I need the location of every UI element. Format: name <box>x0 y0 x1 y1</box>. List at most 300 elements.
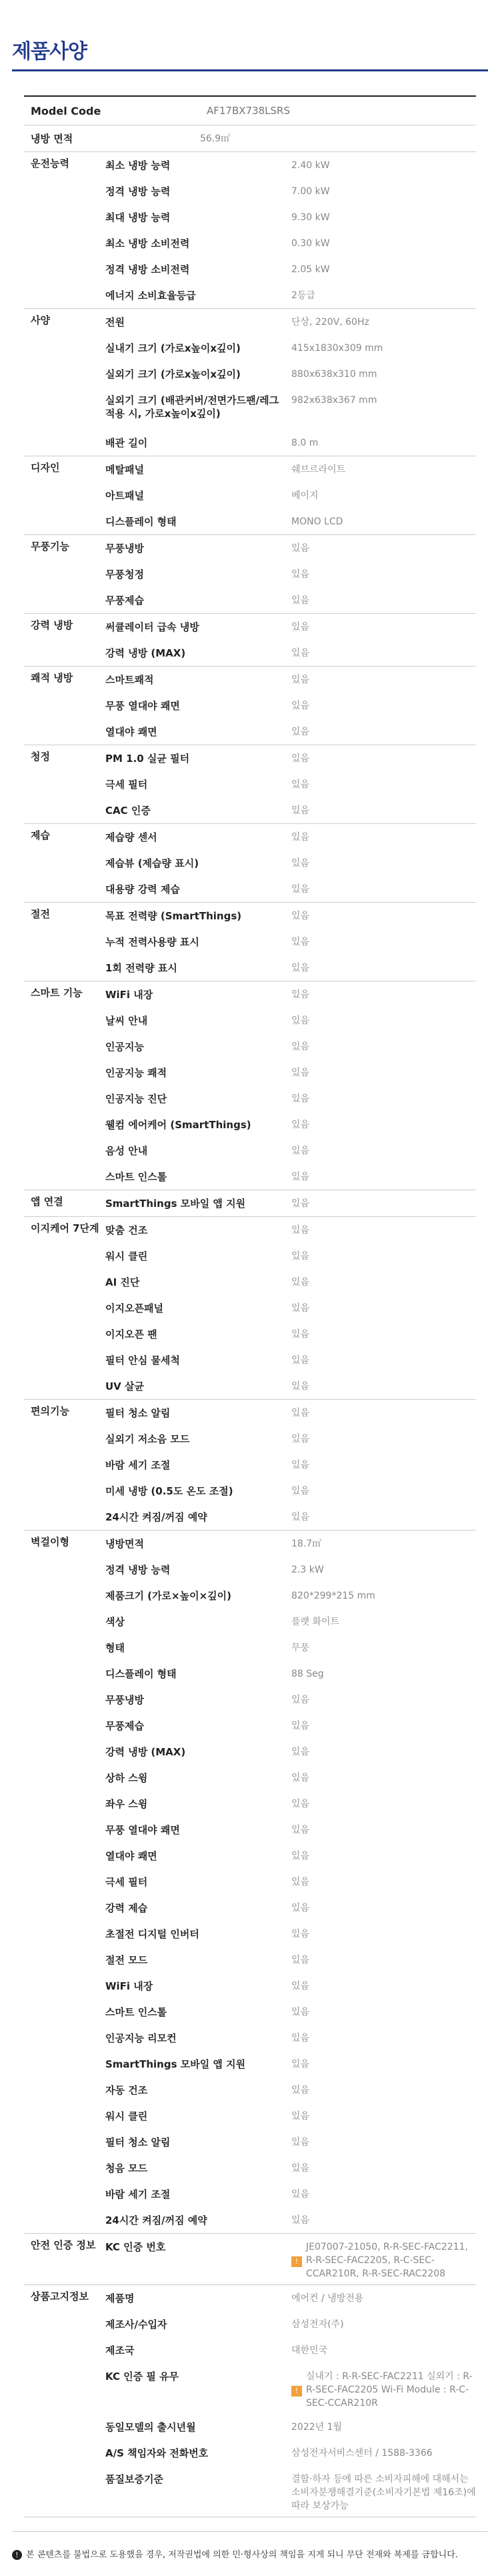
spec-row <box>105 1557 476 1583</box>
section-category: 안전 인증 정보 <box>31 2239 96 2251</box>
spec-label: 바람 세기 조절 <box>105 1458 171 1471</box>
spec-row <box>105 1661 476 1687</box>
spec-row <box>105 2285 476 2311</box>
spec-label: 동일모델의 출시년월 <box>105 2421 196 2433</box>
spec-label: UV 살균 <box>105 1380 144 1392</box>
spec-row <box>105 614 476 640</box>
spec-label: 자동 건조 <box>105 2084 148 2096</box>
spec-label: 제조국 <box>105 2344 135 2356</box>
spec-row <box>105 1426 476 1452</box>
spec-value: 있음 <box>291 1119 310 1130</box>
spec-value: 있음 <box>291 2006 310 2018</box>
spec-value: 있음 <box>291 1459 310 1470</box>
spec-row <box>105 1869 476 1895</box>
spec-row <box>105 1059 476 1086</box>
spec-value: 2022년 1월 <box>291 2421 343 2433</box>
spec-label: 절전 모드 <box>105 1954 148 1966</box>
spec-label: 전원 <box>105 316 125 328</box>
spec-row <box>105 535 476 561</box>
spec-row <box>105 929 476 955</box>
spec-label: 초절전 디지털 인버터 <box>105 1927 199 1940</box>
model-code-value: AF17BX738LSRS <box>207 105 290 117</box>
spec-row <box>105 561 476 587</box>
spec-section <box>24 1400 476 1531</box>
spec-row <box>105 508 476 534</box>
spec-label: KC 인증 필 유무 <box>105 2371 179 2383</box>
spec-value: 있음 <box>291 700 310 711</box>
spec-label: 강력 냉방 (MAX) <box>105 647 186 659</box>
spec-value: 있음 <box>291 989 310 1000</box>
spec-label: 24시간 켜짐/꺼짐 예약 <box>105 2214 207 2226</box>
spec-label: PM 1.0 실균 필터 <box>105 752 190 765</box>
spec-section <box>24 2234 476 2285</box>
spec-value: 있음 <box>291 1224 310 1236</box>
spec-value: 있음 <box>291 1902 310 1913</box>
spec-value: 있음 <box>291 1746 310 1757</box>
spec-row <box>105 2207 476 2233</box>
spec-label: 무풍 열대야 쾌면 <box>105 699 180 712</box>
spec-label: 상하 스윙 <box>105 1771 148 1784</box>
spec-row <box>105 2234 476 2284</box>
spec-label: KC 인증 번호 <box>105 2241 166 2253</box>
spec-section <box>24 745 476 824</box>
spec-value: 9.30 kW <box>291 211 330 223</box>
spec-row <box>105 152 476 178</box>
section-category: 청정 <box>31 751 50 763</box>
spec-section <box>24 309 476 456</box>
spec-row <box>105 2025 476 2051</box>
spec-row <box>105 1269 476 1295</box>
spec-label: 워시 클린 <box>105 1250 148 1262</box>
spec-row <box>105 1347 476 1373</box>
spec-value: 있음 <box>291 1015 310 1026</box>
spec-row <box>105 667 476 693</box>
footer-divider <box>12 2531 488 2532</box>
spec-row <box>105 387 476 430</box>
spec-value: 삼성전자서비스센터 / 1588-3366 <box>291 2447 433 2459</box>
spec-row <box>105 1243 476 1269</box>
spec-value: 있음 <box>291 1041 310 1052</box>
spec-value: 있음 <box>291 1772 310 1783</box>
spec-row <box>105 1452 476 1478</box>
spec-label: 냉방면적 <box>105 1537 144 1550</box>
spec-label: 품질보증기준 <box>105 2473 163 2485</box>
spec-label: SmartThings 모바일 앱 지원 <box>105 2058 246 2070</box>
spec-row <box>105 2051 476 2077</box>
spec-label: SmartThings 모바일 앱 지원 <box>105 1197 246 1210</box>
spec-label: 1회 전력량 표시 <box>105 961 177 974</box>
spec-row <box>105 981 476 1007</box>
spec-row <box>105 1295 476 1321</box>
spec-value: 7.00 kW <box>291 185 330 197</box>
spec-value: 있음 <box>291 1380 310 1392</box>
spec-row <box>105 361 476 387</box>
spec-value: 있음 <box>291 674 310 685</box>
spec-value: 단상, 220V, 60Hz <box>291 316 369 328</box>
spec-row <box>105 903 476 929</box>
spec-section <box>24 981 476 1190</box>
spec-label: 인공지능 리모컨 <box>105 2032 177 2044</box>
spec-row <box>105 1739 476 1765</box>
spec-value: 베이지 <box>291 490 319 501</box>
title-underline <box>12 69 488 71</box>
spec-value: 820*299*215 mm <box>291 1590 375 1601</box>
spec-label: 목표 전력량 (SmartThings) <box>105 909 242 922</box>
spec-label: 무풍제습 <box>105 1719 144 1732</box>
spec-label: 최소 냉방 능력 <box>105 159 171 171</box>
spec-label: 필터 안심 물세척 <box>105 1354 180 1366</box>
spec-value: 있음 <box>291 962 310 973</box>
spec-value: 있음 <box>291 2188 310 2200</box>
spec-row <box>105 1817 476 1843</box>
spec-label: 극세 필터 <box>105 1875 148 1888</box>
spec-label: 에너지 소비효율등급 <box>105 289 196 302</box>
section-category: 강력 냉방 <box>31 619 73 631</box>
spec-value: 삼성전자(주) <box>291 2318 344 2330</box>
spec-label: 디스플레이 형태 <box>105 515 177 528</box>
spec-label: 무풍제습 <box>105 594 144 606</box>
spec-section <box>24 1531 476 2234</box>
spec-label: 써큘레이터 급속 냉방 <box>105 620 199 633</box>
spec-row <box>105 1843 476 1869</box>
spec-value: 있음 <box>291 1928 310 1940</box>
spec-value: 있음 <box>291 1093 310 1104</box>
spec-label: 색상 <box>105 1615 125 1628</box>
spec-row <box>105 640 476 666</box>
spec-row <box>105 2311 476 2337</box>
model-code-row <box>24 95 476 125</box>
spec-label: 정격 냉방 소비전력 <box>105 263 190 276</box>
spec-value: 있음 <box>291 1876 310 1887</box>
spec-label: 좌우 스윙 <box>105 1797 148 1810</box>
spec-value: 있음 <box>291 2162 310 2174</box>
spec-section <box>24 903 476 981</box>
spec-label: 정격 냉방 능력 <box>105 185 171 197</box>
spec-value: 있음 <box>291 2214 310 2226</box>
spec-row <box>105 456 476 482</box>
spec-row <box>105 430 476 456</box>
spec-value: 있음 <box>291 2084 310 2096</box>
spec-row <box>105 1217 476 1243</box>
spec-section <box>24 456 476 535</box>
spec-value: 있음 <box>291 779 310 790</box>
spec-value: 있음 <box>291 647 310 659</box>
spec-row <box>105 850 476 876</box>
spec-row <box>105 771 476 797</box>
spec-value: 있음 <box>291 1302 310 1314</box>
page-header <box>0 0 500 69</box>
spec-row <box>105 1895 476 1921</box>
footer-text: 본 콘텐츠를 불법으로 도용했을 경우, 저작권법에 의한 민·형사상의 책임을 지게 되니 무단 전재와 복제를 금합니다. <box>26 2550 458 2560</box>
spec-label: 극세 필터 <box>105 778 148 791</box>
spec-label: 최대 냉방 능력 <box>105 211 171 224</box>
spec-row <box>105 1007 476 1033</box>
spec-label: 열대야 쾌면 <box>105 1849 157 1862</box>
spec-label: 필터 청소 알림 <box>105 1406 171 1419</box>
spec-row <box>105 1321 476 1347</box>
spec-label: AI 진단 <box>105 1276 140 1288</box>
spec-value: 있음 <box>291 805 310 816</box>
section-category: 냉방 면적 <box>31 133 73 145</box>
spec-row <box>105 1373 476 1399</box>
spec-label: 무풍 열대야 쾌면 <box>105 1823 180 1836</box>
spec-row <box>105 955 476 981</box>
spec-value: 415x1830x309 mm <box>291 342 383 354</box>
spec-label: 스마트쾌적 <box>105 673 154 686</box>
spec-label: 인공지능 <box>105 1040 144 1053</box>
section-category: 상품고지정보 <box>31 2290 89 2302</box>
spec-section <box>24 1190 476 1217</box>
spec-label: 최소 냉방 소비전력 <box>105 237 190 250</box>
spec-row <box>105 256 476 282</box>
spec-value: 있음 <box>291 1328 310 1340</box>
spec-row <box>105 1504 476 1530</box>
spec-label: 강력 제습 <box>105 1901 148 1914</box>
section-category: 편의기능 <box>31 1405 69 1417</box>
section-category: 사양 <box>31 314 50 326</box>
spec-label: 제품크기 (가로×높이×깊이) <box>105 1589 231 1602</box>
spec-value: 88 Seg <box>291 1668 324 1679</box>
spec-value: 8.0 m <box>291 437 319 448</box>
spec-label: 날씨 안내 <box>105 1014 148 1027</box>
spec-label: 배관 길이 <box>105 436 148 449</box>
spec-row <box>105 797 476 823</box>
spec-label: WiFi 내장 <box>105 988 153 1001</box>
spec-value: 대한민국 <box>291 2344 328 2356</box>
spec-label: 실내기 크기 (가로x높이x깊이) <box>105 342 241 354</box>
spec-row <box>105 1765 476 1791</box>
spec-row <box>105 1112 476 1138</box>
spec-label: CAC 인증 <box>105 804 151 817</box>
exclamation-icon: ! <box>12 2550 22 2560</box>
section-category: 벽걸이형 <box>31 1536 69 1548</box>
spec-row <box>105 1400 476 1426</box>
spec-row <box>105 1713 476 1739</box>
spec-value: 있음 <box>291 883 310 895</box>
spec-row <box>105 2181 476 2207</box>
spec-value: 있음 <box>291 2032 310 2044</box>
spec-row <box>105 1973 476 1999</box>
spec-label: 제조사/수입자 <box>105 2318 167 2330</box>
spec-label: 인공지능 쾌적 <box>105 1066 167 1079</box>
spec-label: A/S 책임자와 전화번호 <box>105 2447 209 2459</box>
spec-value: MONO LCD <box>291 516 343 527</box>
section-category: 앱 연결 <box>31 1196 63 1208</box>
spec-row <box>105 2414 476 2440</box>
spec-value: 있음 <box>291 594 310 606</box>
spec-value: 2등급 <box>291 290 315 301</box>
spec-value: 있음 <box>291 1067 310 1078</box>
spec-row <box>105 2440 476 2466</box>
spec-row <box>105 230 476 256</box>
spec-value: 있음 <box>291 1850 310 1861</box>
spec-row <box>105 2077 476 2103</box>
spec-row <box>105 2155 476 2181</box>
spec-value: 있음 <box>291 1824 310 1835</box>
spec-section <box>24 667 476 745</box>
spec-row <box>105 876 476 902</box>
spec-value: 있음 <box>291 1407 310 1418</box>
spec-row <box>105 282 476 308</box>
spec-row <box>105 178 476 204</box>
spec-label: 정격 냉방 능력 <box>105 1563 171 1576</box>
spec-label: 워시 클린 <box>105 2110 148 2122</box>
spec-label: 스마트 인스톨 <box>105 1170 167 1183</box>
spec-value: 실내기 : R-R-SEC-FAC2211 실외기 : R-R-SEC-FAC2205 Wi-Fi Module : R-C-SEC-CCAR210R <box>306 2371 473 2409</box>
spec-value: 플랫 화이트 <box>291 1616 340 1627</box>
spec-label: 대용량 강력 제습 <box>105 883 180 895</box>
spec-section <box>24 152 476 309</box>
spec-section <box>24 2285 476 2517</box>
spec-value: 있음 <box>291 936 310 947</box>
spec-label: 스마트 인스톨 <box>105 2006 167 2018</box>
spec-value: 있음 <box>291 2136 310 2148</box>
spec-section <box>24 125 476 152</box>
model-code-label: Model Code <box>31 104 101 117</box>
spec-value: 2.05 kW <box>291 264 330 275</box>
page-title: 제품사양 <box>12 40 87 63</box>
spec-label: 무풍냉방 <box>105 1693 144 1706</box>
spec-label: 필터 청소 알림 <box>105 2136 171 2148</box>
spec-value: 있음 <box>291 1485 310 1496</box>
spec-label: 웰컴 에어케어 (SmartThings) <box>105 1118 251 1131</box>
spec-row <box>105 309 476 335</box>
section-category: 운전능력 <box>31 157 69 169</box>
spec-value: 있음 <box>291 910 310 921</box>
spec-value: 있음 <box>291 857 310 869</box>
spec-row <box>105 1033 476 1059</box>
spec-value: 있음 <box>291 753 310 764</box>
spec-section <box>24 535 476 614</box>
spec-row <box>105 1791 476 1817</box>
spec-label: 아트패널 <box>105 489 144 502</box>
spec-value: 있음 <box>291 1798 310 1809</box>
spec-label: 실외기 크기 (배관커버/전면가드팬/레그 적용 시, 가로x높이x깊이) <box>105 394 279 420</box>
spec-row <box>200 125 476 151</box>
spec-value: 있음 <box>291 1276 310 1288</box>
spec-row <box>105 1687 476 1713</box>
spec-label: 미세 냉방 (0.5도 온도 조절) <box>105 1484 233 1497</box>
section-category: 절전 <box>31 908 50 920</box>
spec-value: 982x638x367 mm <box>291 395 377 406</box>
spec-row <box>105 1190 476 1216</box>
spec-row <box>105 1086 476 1112</box>
spec-value: 있음 <box>291 542 310 554</box>
spec-row <box>105 204 476 230</box>
spec-value: 2.40 kW <box>291 159 330 171</box>
spec-table <box>24 95 476 2517</box>
spec-value: 무풍 <box>291 1642 310 1653</box>
spec-value: 쉐브르라이트 <box>291 464 346 475</box>
spec-row <box>105 335 476 361</box>
spec-label: 이지오픈패널 <box>105 1302 163 1314</box>
spec-label: 청음 모드 <box>105 2162 148 2174</box>
spec-value: 있음 <box>291 621 310 632</box>
spec-row <box>105 2103 476 2129</box>
section-category: 쾌적 냉방 <box>31 672 73 684</box>
spec-label: 음성 안내 <box>105 1144 148 1157</box>
section-category: 이지케어 7단계 <box>31 1222 99 1234</box>
spec-value: 0.30 kW <box>291 238 330 249</box>
spec-value: 결함·하자 등에 따른 소비자피해에 대해서는 소비자분쟁해결기준(소비자기본법 제16조)에 따라 보상가능 <box>291 2474 476 2511</box>
spec-value: 있음 <box>291 831 310 843</box>
kc-mark-icon: ! <box>291 2386 302 2397</box>
spec-row <box>105 1164 476 1190</box>
spec-value: 있음 <box>291 1511 310 1523</box>
spec-label: 무풍냉방 <box>105 542 144 554</box>
spec-value: 있음 <box>291 2058 310 2070</box>
spec-value: 18.7㎡ <box>291 1538 322 1549</box>
spec-value: 2.3 kW <box>291 1564 324 1575</box>
spec-label: 무풍청정 <box>105 568 144 580</box>
spec-row <box>105 1999 476 2025</box>
spec-value: 있음 <box>291 1980 310 1992</box>
spec-row <box>105 1138 476 1164</box>
spec-label: 누적 전력사용량 표시 <box>105 935 199 948</box>
spec-value: 있음 <box>291 1720 310 1731</box>
spec-row <box>105 1583 476 1609</box>
spec-label: 형태 <box>105 1641 125 1654</box>
section-category: 디자인 <box>31 462 60 474</box>
spec-value: 있음 <box>291 1250 310 1262</box>
spec-value: 56.9㎡ <box>200 133 231 144</box>
spec-label: 인공지능 진단 <box>105 1092 167 1105</box>
spec-value: 있음 <box>291 1198 310 1209</box>
kc-mark-icon: ! <box>291 2256 302 2267</box>
spec-row <box>105 2363 476 2414</box>
spec-value: 에어컨 / 냉방전용 <box>291 2292 364 2304</box>
spec-section <box>24 824 476 903</box>
spec-value: 있음 <box>291 1954 310 1966</box>
spec-value: 있음 <box>291 1145 310 1156</box>
spec-row <box>105 2337 476 2363</box>
spec-value: 880x638x310 mm <box>291 368 377 380</box>
spec-value: 있음 <box>291 726 310 737</box>
spec-row <box>105 1478 476 1504</box>
section-category: 제습 <box>31 829 50 841</box>
spec-label: 메탈패널 <box>105 463 144 476</box>
spec-label: 바람 세기 조절 <box>105 2188 171 2200</box>
section-category: 무풍기능 <box>31 540 69 552</box>
spec-label: 제품명 <box>105 2292 135 2304</box>
spec-row <box>105 745 476 771</box>
spec-value: 있음 <box>291 2110 310 2122</box>
spec-label: WiFi 내장 <box>105 1980 153 1992</box>
spec-label: 열대야 쾌면 <box>105 725 157 738</box>
spec-row <box>105 587 476 613</box>
spec-label: 실외기 저소음 모드 <box>105 1432 190 1445</box>
spec-row <box>105 1635 476 1661</box>
spec-row <box>105 2466 476 2517</box>
spec-section <box>24 614 476 667</box>
spec-label: 실외기 크기 (가로x높이x깊이) <box>105 368 241 380</box>
spec-value: 있음 <box>291 1171 310 1182</box>
spec-row <box>105 1921 476 1947</box>
section-category: 스마트 기능 <box>31 987 83 999</box>
spec-value: 있음 <box>291 1354 310 1366</box>
spec-label: 24시간 켜짐/꺼짐 예약 <box>105 1511 207 1523</box>
spec-row <box>105 719 476 745</box>
copyright-notice <box>12 2547 488 2560</box>
spec-row <box>105 1531 476 1557</box>
spec-value: 있음 <box>291 1433 310 1444</box>
spec-row <box>105 482 476 508</box>
spec-row <box>105 824 476 850</box>
spec-value: 있음 <box>291 1694 310 1705</box>
spec-label: 디스플레이 형태 <box>105 1667 177 1680</box>
spec-label: 제습량 센서 <box>105 831 157 843</box>
spec-label: 강력 냉방 (MAX) <box>105 1745 186 1758</box>
